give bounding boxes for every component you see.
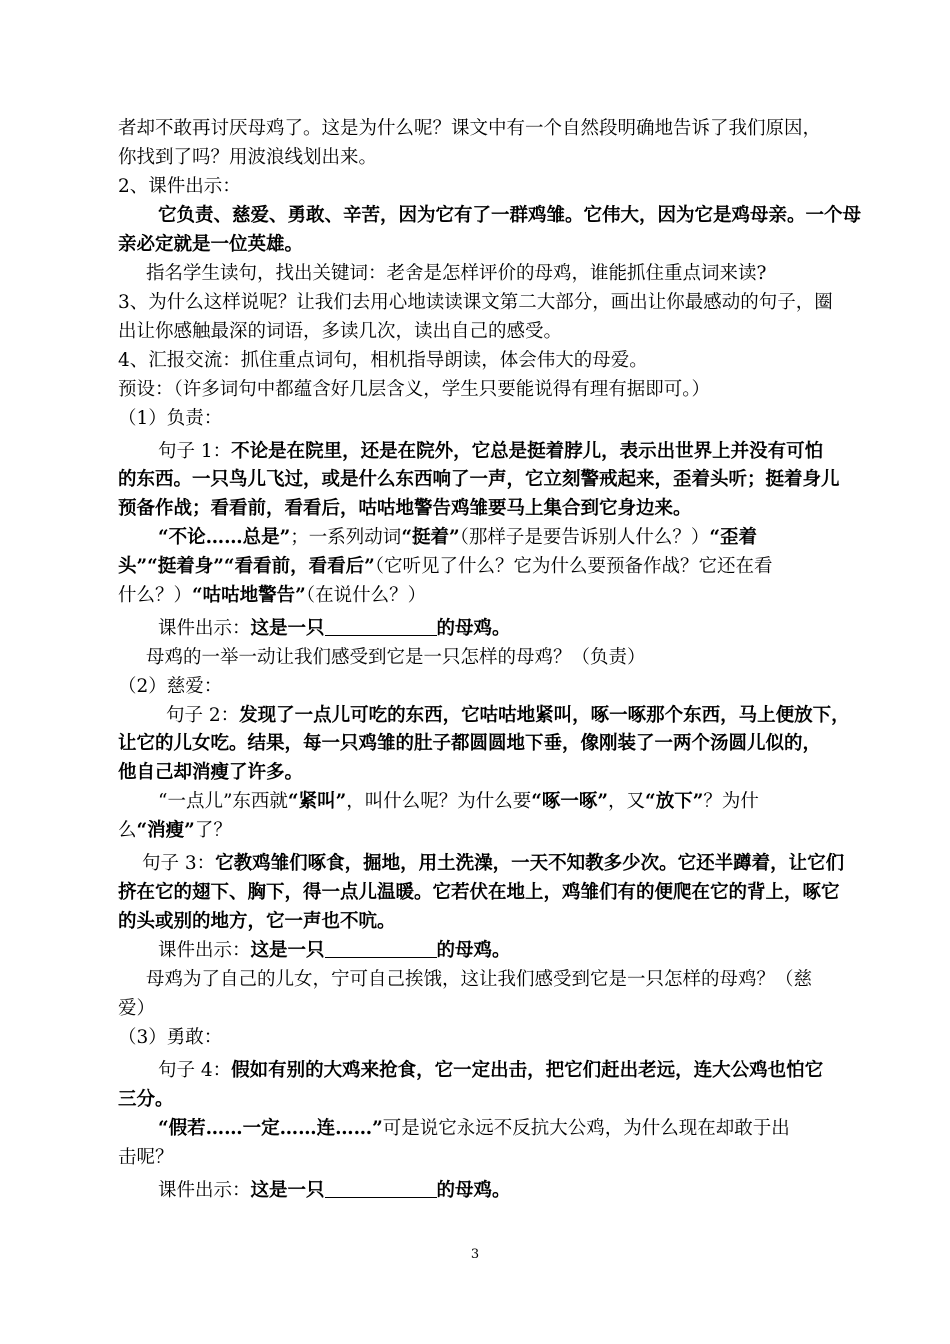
text-line (118, 376, 710, 406)
line-text: 你找到了吗？用波浪线划出来。 (118, 147, 378, 168)
line-text: 4、汇报交流：抓住重点词句，相机指导朗读，体会伟大的母爱。 (118, 350, 648, 371)
text-segment: 可是说它永远不反抗大公鸡，为什么现在却敢于出 (382, 1118, 790, 1139)
line-suffix: 的母鸡。 (436, 1180, 511, 1201)
sentence-prefix: 课件出示： (158, 618, 251, 639)
line-text: 指名学生读句，找出关键词：老舍是怎样评价的母鸡，谁能抓住重点词来读? (146, 263, 767, 284)
text-segment: （在说什么？） (305, 585, 427, 606)
fill-in-blank (325, 937, 437, 958)
text-line (118, 730, 821, 760)
text-segment: ；一系列动词 (290, 527, 402, 548)
line-text: 挤在它的翅下、胸下，得一点儿温暖。它若伏在地上，鸡雏们有的便爬在它的背上，啄它 (118, 882, 840, 903)
text-line (166, 702, 850, 732)
line-suffix: 的母鸡。 (436, 618, 511, 639)
line-text: 发现了一点儿可吃的东西，它咕咕地紧叫，啄一啄那个东西，马上便放下， (239, 705, 850, 726)
line-text: （2）慈爱： (118, 676, 223, 697)
text-segment: ？为什 (703, 791, 759, 812)
text-segment: （那样子是要告诉别人什么？） (459, 527, 710, 548)
text-segment: 了？ (194, 820, 232, 841)
sentence-prefix: 句子 3： (142, 853, 216, 874)
text-segment: “紧叫” (287, 791, 347, 812)
sentence-prefix: 课件出示： (158, 940, 251, 961)
fill-in-blank (325, 1177, 437, 1198)
text-line (118, 466, 840, 496)
sentence-prefix: 句子 4： (158, 1060, 232, 1081)
text-line (158, 438, 823, 468)
text-segment: 么 (118, 820, 137, 841)
text-line (118, 318, 562, 348)
sentence-prefix: 句子 2： (166, 705, 240, 726)
text-line (118, 1144, 174, 1174)
text-line (118, 908, 396, 938)
text-segment: ，又 (608, 791, 646, 812)
text-segment: ，叫什么呢？为什么要 (346, 791, 532, 812)
text-segment: “挺着” (401, 527, 460, 548)
text-line (158, 788, 759, 818)
text-line (118, 1024, 222, 1054)
text-line (118, 231, 303, 261)
text-segment: “放下” (645, 791, 704, 812)
line-text: （1）负责： (118, 408, 223, 429)
line-text: 者却不敢再讨厌母鸡了。这是为什么呢？课文中有一个自然段明确地告诉了我们原因， (118, 118, 822, 139)
line-text: 的头或别的地方，它一声也不吭。 (118, 911, 396, 932)
text-line (158, 1057, 823, 1087)
line-text: 出让你感触最深的词语，多读几次，读出自己的感受。 (118, 321, 563, 342)
line-text: 预设：（许多词句中都蕴含好几层含义，学生只要能说得有理有据即可。） (118, 379, 711, 400)
line-text: 爱） (118, 998, 156, 1019)
text-line (146, 260, 766, 290)
text-segment: “咕咕地警告” (192, 585, 306, 606)
text-line (118, 289, 833, 319)
text-segment: “啄一啄” (531, 791, 609, 812)
text-line (158, 937, 511, 967)
text-line (118, 673, 222, 703)
line-text: 亲必定就是一位英雄。 (118, 234, 304, 255)
text-line (146, 966, 812, 996)
line-text: 这是一只 (250, 940, 325, 961)
text-segment: “一点儿”东西就 (158, 791, 288, 812)
text-line (118, 553, 772, 583)
text-segment: “消瘦” (136, 820, 195, 841)
line-text: 不论是在院里，还是在院外，它总是挺着脖儿，表示出世界上并没有可怕 (231, 441, 824, 462)
line-text: 母鸡的一举一动让我们感受到它是一只怎样的母鸡？（负责） (146, 647, 646, 668)
sentence-prefix: 课件出示： (158, 1180, 251, 1201)
line-text: 母鸡为了自己的儿女，宁可自己挨饿，这让我们感受到它是一只怎样的母鸡？（慈 (146, 969, 813, 990)
text-segment: “假若……一定……连……” (158, 1118, 383, 1139)
page-number: 3 (470, 1247, 480, 1262)
text-line (118, 759, 303, 789)
line-text: 假如有别的大鸡来抢食，它一定出击，把它们赶出老远，连大公鸡也怕它 (231, 1060, 824, 1081)
text-segment: “歪着 (709, 527, 758, 548)
text-line (142, 850, 844, 880)
text-line (158, 202, 861, 232)
line-text: 他自己却消瘦了许多。 (118, 762, 304, 783)
text-line (118, 1086, 174, 1116)
fill-in-blank (325, 615, 437, 636)
text-line (158, 524, 757, 554)
line-text: 它教鸡雏们啄食，掘地，用土洗澡，一天不知教多少次。它还半蹲着，让它们 (215, 853, 845, 874)
text-line (118, 995, 155, 1025)
text-line (118, 115, 821, 145)
line-text: （3）勇敢： (118, 1027, 223, 1048)
text-line (118, 879, 840, 909)
text-line (158, 1177, 511, 1207)
line-text: 预备作战；看看前，看看后，咕咕地警告鸡雏要马上集合到它身边来。 (118, 498, 692, 519)
line-text: 2、课件出示： (118, 176, 241, 197)
text-line (158, 615, 511, 645)
line-text: 让它的儿女吃。结果，每一只鸡雏的肚子都圆圆地下垂，像刚装了一两个汤圆儿似的， (118, 733, 822, 754)
line-text: 它负责、慈爱、勇敢、辛苦，因为它有了一群鸡雏。它伟大，因为它是鸡母亲。一个母 (158, 205, 862, 226)
text-line (118, 405, 222, 435)
text-segment: 头”“挺着身”“看看前，看看后” (118, 556, 375, 577)
text-line (118, 582, 426, 612)
line-text: 3、为什么这样说呢？让我们去用心地读读课文第二大部分，画出让你最感动的句子，圈 (118, 292, 833, 313)
text-segment: 什么？） (118, 585, 193, 606)
text-line (158, 1115, 790, 1145)
line-text: 这是一只 (250, 1180, 325, 1201)
line-text: 击呢？ (118, 1147, 174, 1168)
text-segment: （它听见了什么？它为什么要预备作战？它还在看 (374, 556, 773, 577)
line-text: 这是一只 (250, 618, 325, 639)
text-line (118, 173, 241, 203)
line-text: 三分。 (118, 1089, 174, 1110)
text-segment: “不论……总是” (158, 527, 291, 548)
text-line (118, 817, 232, 847)
line-text: 的东西。一只鸟儿飞过，或是什么东西响了一声，它立刻警戒起来，歪着头听；挺着身儿 (118, 469, 840, 490)
text-line (118, 347, 648, 377)
text-line (118, 144, 377, 174)
line-suffix: 的母鸡。 (436, 940, 511, 961)
text-line (118, 495, 692, 525)
sentence-prefix: 句子 1： (158, 441, 232, 462)
text-line (146, 644, 646, 674)
